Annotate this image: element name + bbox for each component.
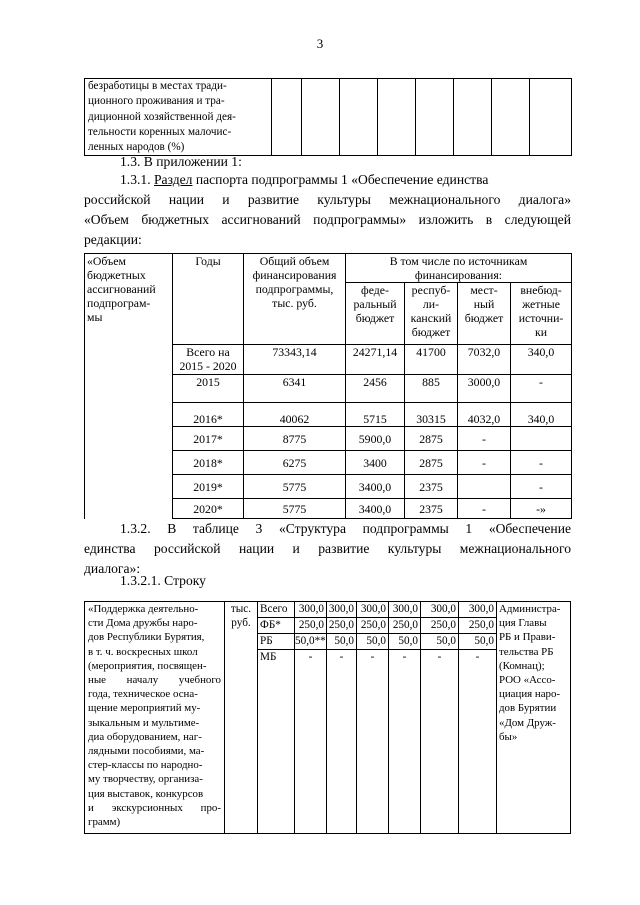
paragraph-1-3-2-1: 1.3.2.1. Строку: [120, 573, 206, 588]
header-text: бюджет: [464, 311, 504, 325]
label-line: «Объем: [87, 254, 126, 268]
value-cell: 300,0: [459, 602, 497, 618]
local-cell: 4032,0: [458, 403, 511, 427]
header-republic: [405, 283, 458, 345]
header-total: [244, 254, 346, 345]
resp-line: (Комнац);: [499, 659, 545, 672]
republic-cell: 885: [405, 375, 458, 403]
header-text: финансирования: [252, 268, 337, 282]
para-line: диалога»:: [84, 561, 141, 576]
header-text: респуб-: [411, 283, 451, 297]
allocation-label-cell: [85, 254, 173, 519]
empty-cell: [340, 79, 378, 156]
year-cell: 2015: [173, 375, 244, 403]
para-line: редакции:: [84, 232, 142, 247]
federal-cell: 3400,0: [346, 475, 405, 499]
empty-cell: [258, 665, 295, 834]
federal-cell: 2456: [346, 375, 405, 403]
para-text: 1.3.1.: [120, 172, 154, 187]
year-cell: 2016*: [173, 403, 244, 427]
subprogram-structure-table: [84, 601, 571, 834]
value-cell: 50,0: [421, 634, 459, 650]
para-line: [84, 170, 571, 190]
header-text: Общий объем: [259, 254, 330, 268]
header-text: финансирования:: [414, 268, 503, 282]
value-cell: 300,0: [421, 602, 459, 618]
value-cell: 250,0: [459, 618, 497, 634]
federal-cell: 24271,14: [346, 345, 405, 375]
label-line: ассигнований: [87, 282, 156, 296]
empty-cell: [272, 79, 302, 156]
header-text: мест-: [470, 283, 498, 297]
para-line: единства российской нации и развитие культуры межнационального: [84, 541, 571, 556]
empty-cell: [295, 665, 327, 834]
underlined-word: Раздел: [153, 172, 193, 187]
header-sources: [346, 254, 572, 283]
para-text: паспорта подпрограммы 1 «Обеспечение единства: [192, 172, 489, 187]
total-cell: 40062: [244, 403, 346, 427]
total-cell: 6275: [244, 451, 346, 475]
value-cell: -: [295, 650, 327, 666]
header-text: ли-: [422, 297, 440, 311]
republic-cell: 2875: [405, 427, 458, 451]
header-text: феде-: [361, 283, 389, 297]
value-cell: -: [421, 650, 459, 666]
value-cell: 50,0: [389, 634, 421, 650]
value-cell: 50,0**: [295, 634, 327, 650]
extra-cell: -: [511, 475, 572, 499]
para-line: «Объем бюджетных ассигнований подпрограммы» изложить в следующей: [84, 212, 571, 227]
measure-description-cell: [85, 602, 225, 834]
source-cell: ФБ*: [258, 618, 295, 634]
table-unemployment-row: [84, 78, 572, 156]
empty-cell: [421, 665, 459, 834]
header-text: ральный: [353, 297, 397, 311]
desc-line: сти Дома дружбы наро-: [88, 617, 198, 630]
year-cell: 2020*: [173, 499, 244, 519]
indicator-line: ционного проживания и тра-: [88, 95, 225, 108]
cell-text: 2015 - 2020: [179, 359, 237, 373]
para-line: 1.3.2. В таблице 3 «Структура подпрограммы 1 «Обеспечение: [120, 521, 571, 536]
desc-line: зыкальным и мультиме-: [88, 716, 200, 729]
resp-line: бы»: [499, 730, 518, 743]
source-cell: РБ: [258, 634, 295, 650]
page-number: 3: [316, 36, 324, 51]
empty-cell: [378, 79, 416, 156]
header-local: [458, 283, 511, 345]
extra-cell: 340,0: [511, 403, 572, 427]
desc-line: года, техническое осна-: [88, 688, 198, 701]
header-text: жетные: [522, 297, 560, 311]
header-text: ки: [534, 325, 548, 339]
header-text: канский: [410, 311, 452, 325]
republic-cell: 2875: [405, 451, 458, 475]
resp-line: РОО «Ассо-: [499, 674, 556, 687]
value-cell: 250,0: [357, 618, 389, 634]
value-cell: 300,0: [327, 602, 357, 618]
federal-cell: 5715: [346, 403, 405, 427]
value-cell: 250,0: [295, 618, 327, 634]
republic-cell: 41700: [405, 345, 458, 375]
header-text: бюджет: [411, 325, 451, 339]
empty-cell: [492, 79, 530, 156]
indicator-line: диционной хозяйственной дея-: [88, 110, 236, 123]
header-text: подпрограммы,: [255, 282, 334, 296]
header-text: ный: [473, 297, 495, 311]
extra-cell: [511, 427, 572, 451]
responsible-cell: [497, 602, 571, 834]
extra-cell: -: [511, 451, 572, 475]
indicator-line: тельности коренных малочис-: [88, 125, 232, 138]
year-cell: 2018*: [173, 451, 244, 475]
paragraph-1-3: 1.3. В приложении 1:: [120, 154, 242, 169]
federal-cell: 5900,0: [346, 427, 405, 451]
desc-line: му творчеству, организа-: [88, 773, 203, 786]
header-text: тыс. руб.: [272, 296, 317, 310]
empty-cell: [327, 665, 357, 834]
value-cell: -: [389, 650, 421, 666]
paragraph-1-3-1: [84, 170, 571, 250]
resp-line: ция Главы: [499, 617, 547, 630]
unit-cell: [225, 602, 258, 834]
label-line: мы: [87, 310, 103, 324]
header-text: Годы: [195, 254, 221, 268]
federal-cell: 3400,0: [346, 499, 405, 519]
total-cell: 8775: [244, 427, 346, 451]
local-cell: -: [458, 451, 511, 475]
value-cell: 250,0: [327, 618, 357, 634]
cell-text: Всего на: [186, 345, 230, 359]
value-cell: 300,0: [295, 602, 327, 618]
paragraph-1-3-2: [84, 519, 571, 579]
extra-cell: -: [511, 375, 572, 403]
header-text: В том числе по источникам: [389, 254, 528, 268]
resp-line: Администра-: [499, 603, 561, 615]
extra-cell: 340,0: [511, 345, 572, 375]
year-cell: 2017*: [173, 427, 244, 451]
indicator-cell: [85, 79, 272, 156]
empty-cell: [389, 665, 421, 834]
desc-line: ные началу учебного: [88, 674, 221, 687]
desc-line: (мероприятия, посвящен-: [88, 659, 207, 672]
year-cell: [173, 345, 244, 375]
local-cell: -: [458, 499, 511, 519]
value-cell: -: [459, 650, 497, 666]
value-cell: 50,0: [459, 634, 497, 650]
local-cell: 3000,0: [458, 375, 511, 403]
label-line: подпрограм-: [87, 296, 151, 310]
resp-line: дов Бурятии: [499, 702, 557, 715]
value-cell: 50,0: [327, 634, 357, 650]
resp-line: РБ и Прави-: [499, 631, 556, 644]
desc-line: щение мероприятий му-: [88, 702, 201, 715]
desc-line: в т. ч. воскресных школ: [88, 645, 198, 658]
total-cell: 6341: [244, 375, 346, 403]
desc-line: грамм): [88, 816, 121, 829]
value-cell: 250,0: [389, 618, 421, 634]
empty-cell: [530, 79, 572, 156]
desc-line: лядными пособиями, ма-: [88, 745, 205, 758]
desc-line: «Поддержка деятельно-: [88, 603, 199, 615]
resp-line: циация наро-: [499, 688, 561, 701]
header-extra: [511, 283, 572, 345]
desc-line: диа оборудованием, наг-: [88, 730, 202, 743]
local-cell: [458, 475, 511, 499]
resp-line: тельства РБ: [499, 645, 554, 658]
total-cell: 5775: [244, 475, 346, 499]
year-cell: 2019*: [173, 475, 244, 499]
value-cell: 50,0: [357, 634, 389, 650]
value-cell: 300,0: [389, 602, 421, 618]
unit-text: руб.: [231, 617, 251, 629]
source-cell: Всего: [258, 602, 295, 618]
empty-cell: [459, 665, 497, 834]
desc-line: стер-классы по народно-: [88, 759, 203, 772]
header-text: источни-: [518, 311, 564, 325]
value-cell: 250,0: [421, 618, 459, 634]
republic-cell: 2375: [405, 475, 458, 499]
total-cell: 73343,14: [244, 345, 346, 375]
desc-line: и экскурсионных про-: [88, 801, 221, 814]
empty-cell: [302, 79, 340, 156]
header-text: внебюд-: [520, 283, 562, 297]
extra-cell: -»: [511, 499, 572, 519]
local-cell: -: [458, 427, 511, 451]
desc-line: дов Республики Бурятия,: [88, 631, 205, 644]
label-line: бюджетных: [87, 268, 146, 282]
value-cell: -: [357, 650, 389, 666]
local-cell: 7032,0: [458, 345, 511, 375]
indicator-line: ленных народов (%): [88, 141, 185, 154]
header-years: [173, 254, 244, 345]
source-cell: МБ: [258, 650, 295, 666]
total-cell: 5775: [244, 499, 346, 519]
budget-allocation-table: [84, 253, 572, 519]
republic-cell: 30315: [405, 403, 458, 427]
desc-line: ция выставок, конкурсов: [88, 787, 204, 800]
federal-cell: 3400: [346, 451, 405, 475]
republic-cell: 2375: [405, 499, 458, 519]
header-federal: [346, 283, 405, 345]
value-cell: 300,0: [357, 602, 389, 618]
empty-cell: [357, 665, 389, 834]
para-line: российской нации и развитие культуры межнационального диалога»: [84, 192, 571, 207]
empty-cell: [454, 79, 492, 156]
empty-cell: [416, 79, 454, 156]
header-text: бюджет: [355, 311, 395, 325]
indicator-line: безработицы в местах тради-: [88, 80, 227, 92]
unit-text: тыс.: [230, 603, 252, 615]
value-cell: -: [327, 650, 357, 666]
resp-line: «Дом Друж-: [499, 716, 556, 729]
